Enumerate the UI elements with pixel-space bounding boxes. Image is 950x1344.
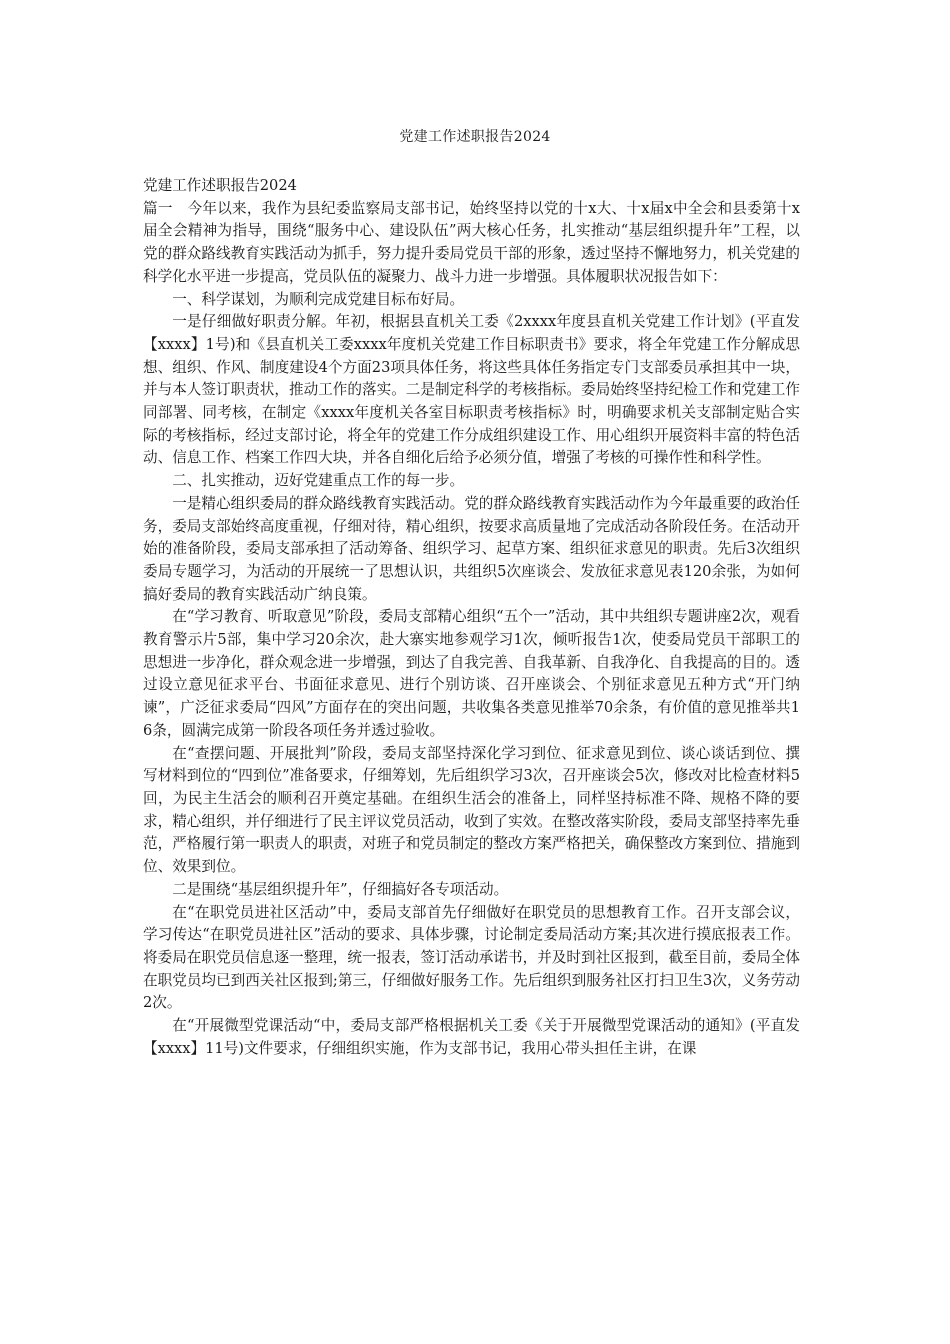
paragraph-heading: 党建工作述职报告2024 [143, 177, 297, 194]
document-body [143, 175, 800, 1060]
paragraph: 在“查摆问题、开展批判”阶段，委局支部坚持深化学习到位、征求意见到位、谈心谈话到位、撰写材料到位的“四到位”准备要求，仔细筹划，先后组织学习3次，召开座谈会5次，修改对比检查材料5回，为民主生活会的顺利召开奠定基础。在组织生活会的准备上，同样坚持标准不降、规格不降的要求，精心组织，并仔细进行了民主评议党员活动，收到了实效。在整改落实阶段，委局支部坚持率先垂范，严格履行第一职责人的职责，对班子和党员制定的整改方案严格把关，确保整改方案到位、措施到位、效果到位。 [143, 744, 800, 876]
paragraph: 在“学习教育、听取意见”阶段，委局支部精心组织“五个一”活动，其中共组织专题讲座2次，观看教育警示片5部，集中学习20余次，赴大寨实地参观学习1次，倾听报告1次，使委局党员干部职工的思想进一步净化，群众观念进一步增强，到达了自我完善、自我革新、自我净化、自我提高的目的。透过设立意见征求平台、书面征求意见、进行个别访谈、召开座谈会、个别征求意见五种方式“开门纳谏”，广泛征求委局“四风”方面存在的突出问题，共收集各类意见推举70余条，有价值的意见推举共16条，圆满完成第一阶段各项任务并透过验收。 [143, 608, 800, 739]
paragraph: 一是精心组织委局的群众路线教育实践活动。党的群众路线教育实践活动作为今年最重要的政治任务，委局支部始终高度重视，仔细对待，精心组织，按要求高质量地了完成活动各阶段任务。在活动开始的准备阶段，委局支部承担了活动筹备、组织学习、起草方案、组织征求意见的职责。先后3次组织委局专题学习，为活动的开展统一了思想认识，共组织5次座谈会、发放征求意见表120余张，为如何搞好委局的教育实践活动广纳良策。 [143, 494, 800, 603]
section-heading-1: 一、科学谋划，为顺利完成党建目标布好局。 [172, 290, 465, 308]
paragraph-intro: 篇一 今年以来，我作为县纪委监察局支部书记，始终坚持以党的十x大、十x届x中全会和县委第十x届全会精神为指导，围绕“服务中心、建设队伍”两大核心任务，扎实推动“基层组织提升年”工程，以党的群众路线教育实践活动为抓手，努力提升委局党员干部的形象，透过坚持不懈地努力，机关党建的科学化水平进一步提高，党员队伍的凝聚力、战斗力进一步增强。具体履职状况报告如下： [143, 199, 800, 285]
section-heading-2: 二、扎实推动，迈好党建重点工作的每一步。 [172, 472, 465, 490]
paragraph: 二是围绕“基层组织提升年”，仔细搞好各专项活动。 [172, 880, 509, 898]
paragraph: 在“开展微型党课活动“中，委局支部严格根据机关工委《关于开展微型党课活动的通知》(平直发【xxxx】11号)文件要求，仔细组织实施，作为支部书记，我用心带头担任主讲，在课 [143, 1017, 800, 1057]
document-title: 党建工作述职报告2024 [399, 129, 551, 145]
paragraph: 一是仔细做好职责分解。年初，根据县直机关工委《2xxxx年度县直机关党建工作计划》(平直发【xxxx】1号)和《县直机关工委xxxx年度机关党建工作目标职责书》要求，将全年党建工作分解成思想、组织、作风、制度建设4个方面23项具体任务，将这些具体任务指定专门支部委员承担其中一块，并与本人签订职责状，推动工作的落实。二是制定科学的考核指标。委局始终坚持纪检工作和党建工作同部署、同考核，在制定《xxxx年度机关各室目标职责考核指标》时，明确要求机关支部制定贴合实际的考核指标，经过支部讨论，将全年的党建工作分成组织建设工作、用心组织开展资料丰富的特色活动、信息工作、档案工作四大块，并各自细化后给予必须分值，增强了考核的可操作性和科学性。 [143, 313, 800, 467]
paragraph: 在“在职党员进社区活动”中，委局支部首先仔细做好在职党员的思想教育工作。召开支部会议，学习传达“在职党员进社区”活动的要求、具体步骤，讨论制定委局活动方案;其次进行摸底报表工作。将委局在职党员信息逐一整理，统一报表，签订活动承诺书，并及时到社区报到，截至目前，委局全体在职党员均已到西关社区报到;第三，仔细做好服务工作。先后组织到服务社区打扫卫生3次，义务劳动2次。 [143, 903, 800, 1012]
